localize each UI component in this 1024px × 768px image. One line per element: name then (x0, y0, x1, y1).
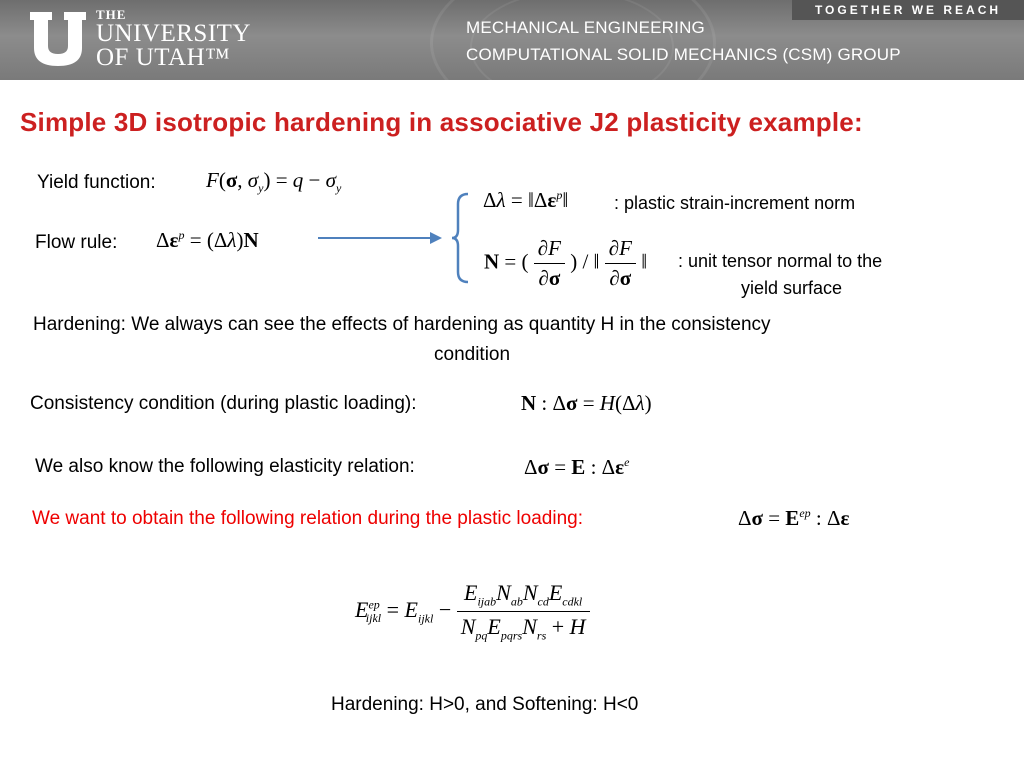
department-title (466, 14, 901, 68)
logo-line1: UNIVERSITY (96, 20, 251, 47)
hardening-softening-note: Hardening: H>0, and Softening: H<0 (331, 694, 639, 715)
flow-rule-arrow-icon (316, 190, 476, 290)
dept-line1: MECHANICAL ENGINEERING (466, 18, 705, 37)
want-label: We want to obtain the following relation during the plastic loading: (32, 508, 583, 529)
elasticity-label: We also know the following elasticity relation: (35, 456, 415, 477)
hardening-line2: condition (434, 344, 511, 365)
flow-rule-label: Flow rule: (35, 232, 118, 253)
hardening-line1: Hardening: We always can see the effects of hardening as quantity H in the consistency (33, 314, 771, 335)
tangent-relation-equation: $\Delta\sigma = E^{ep}$ : Δε (738, 506, 850, 530)
university-u-logo-icon (28, 10, 88, 68)
university-wordmark (96, 8, 251, 70)
yield-function-label: Yield function: (37, 172, 156, 193)
header-banner (0, 0, 1024, 80)
dept-line2: COMPUTATIONAL SOLID MECHANICS (CSM) GROUP (466, 45, 901, 64)
elasticity-equation: Δσ = E : $\Delta\varepsilon^e$ (524, 455, 630, 479)
consistency-equation: N : Δσ = H(Δλ) (521, 391, 652, 415)
norm-note: : plastic strain-increment norm (614, 193, 856, 213)
tagline: TOGETHER WE REACH (792, 0, 1024, 20)
normal-tensor-equation: N = ( $\frac{\partial F}{\partial\sigma}$ ) / ‖ $\frac{\partial F}{\partial\sigma}$ ‖ (484, 236, 648, 290)
plastic-multiplier-equation: $\Delta\lambda = ‖\Delta\varepsilon^p‖$ (483, 188, 569, 212)
logo-the: THE (96, 7, 127, 22)
elastoplastic-tangent-equation: $E^{ep}_{ijkl} = E_{ijkl}$ − $\frac{E_{ijab}N_{ab}N_{cd}E_{cdkl}}{N_{pq}E_{pqrs}N_{rs} + H}$ (355, 580, 590, 644)
normal-note-line1: : unit tensor normal to the (678, 251, 883, 271)
flow-rule-equation: $\Delta\varepsilon^p = (\Delta\lambda)N$ (156, 228, 259, 252)
normal-note-line2: yield surface (741, 278, 843, 298)
yield-function-equation: F(σ, $\sigma_y) = q - \sigma_y$ (206, 168, 342, 196)
slide-title: Simple 3D isotropic hardening in associative J2 plasticity example: (20, 107, 863, 137)
logo-line2: OF UTAH™ (96, 44, 231, 71)
consistency-label: Consistency condition (during plastic loading): (30, 393, 417, 414)
